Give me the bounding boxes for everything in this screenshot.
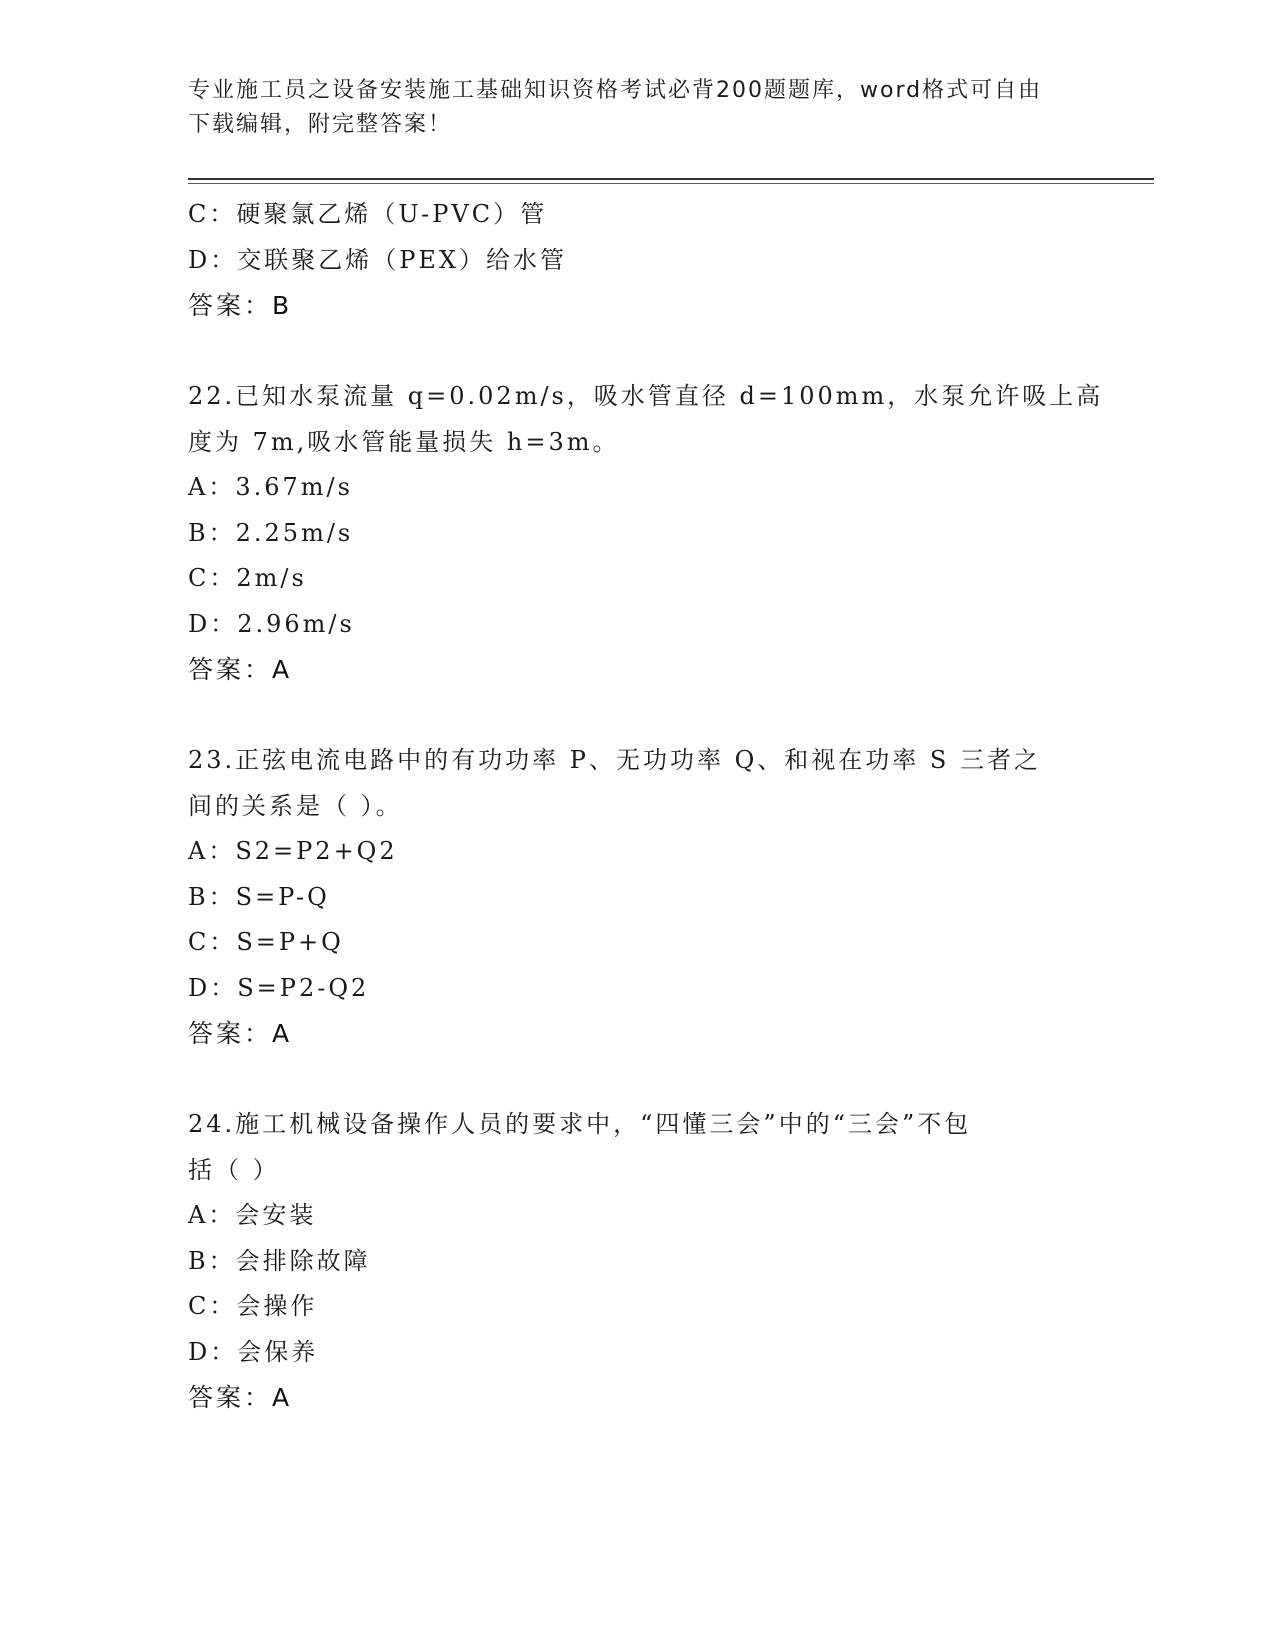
question-stem-line-2: 间的关系是（ ）。	[188, 791, 403, 820]
document-header	[188, 74, 1088, 142]
header-rule-thick	[188, 178, 1154, 180]
question-22	[188, 374, 1104, 693]
option-a: A：S2=P2+Q2	[188, 837, 398, 865]
question-24	[188, 1102, 1088, 1421]
option-b: B：2.25m/s	[188, 518, 354, 547]
option-c: C：硬聚氯乙烯（U-PVC）管	[188, 200, 548, 228]
option-a: A：会安装	[188, 1201, 317, 1229]
option-d: D：会保养	[188, 1337, 319, 1366]
answer-line: 答案：A	[188, 1019, 293, 1048]
question-stem-line-1: 22.已知水泵流量 q=0.02m/s，吸水管直径 d=100mm，水泵允许吸上高	[188, 382, 1104, 410]
option-b: B：S=P-Q	[188, 882, 330, 911]
header-line-2: 下载编辑，附完整答案！	[188, 112, 453, 137]
option-c: C：S=P+Q	[188, 928, 344, 956]
spacer	[188, 1057, 1088, 1103]
spacer	[188, 693, 1088, 739]
header-rule-thin	[188, 183, 1154, 184]
spacer	[188, 329, 1088, 375]
answer-line: 答案：A	[188, 655, 293, 684]
option-b: B：会排除故障	[188, 1246, 371, 1275]
question-23	[188, 738, 1088, 1057]
option-a: A：3.67m/s	[188, 473, 353, 501]
question-stem-line-1: 24.施工机械设备操作人员的要求中，“四懂三会”中的“三会”不包	[188, 1110, 972, 1138]
answer-line: 答案：B	[188, 291, 293, 320]
question-21	[188, 192, 1088, 329]
header-line-1: 专业施工员之设备安装施工基础知识资格考试必背200题题库，word格式可自由	[188, 78, 1043, 103]
option-d: D：2.96m/s	[188, 609, 355, 638]
question-stem-line-2: 括（ ）	[188, 1155, 280, 1184]
option-d: D：S=P2-Q2	[188, 973, 370, 1002]
option-c: C：2m/s	[188, 564, 307, 592]
question-stem-line-2: 度为 7m,吸水管能量损失 h=3m。	[188, 427, 620, 456]
question-list	[188, 192, 1104, 1421]
option-c: C：会操作	[188, 1292, 318, 1320]
question-stem-line-1: 23.正弦电流电路中的有功功率 P、无功功率 Q、和视在功率 S 三者之	[188, 746, 1041, 774]
answer-line: 答案：A	[188, 1383, 293, 1412]
option-d: D：交联聚乙烯（PEX）给水管	[188, 245, 567, 274]
